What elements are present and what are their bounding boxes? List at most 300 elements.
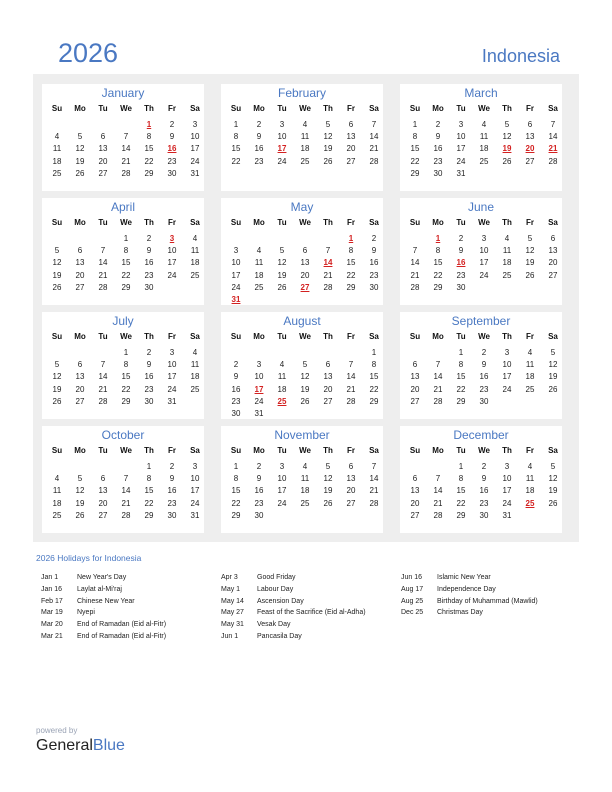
day-cell: 28 <box>548 156 558 166</box>
day-cell: 29 <box>144 510 154 520</box>
day-cell: 13 <box>346 132 356 142</box>
day-cell: 23 <box>144 270 154 280</box>
day-cell: 4 <box>504 234 510 243</box>
day-cell: 20 <box>75 270 85 280</box>
day-cell: 15 <box>121 372 131 382</box>
day-cell: 22 <box>121 384 131 394</box>
day-cell: 20 <box>323 384 333 394</box>
day-cell: 15 <box>231 144 241 154</box>
day-cell: 8 <box>233 132 239 142</box>
day-cell: 14 <box>433 372 443 382</box>
weekday-header: Fr <box>526 446 534 455</box>
holiday-day-cell: 3 <box>169 234 175 243</box>
weekday-header: Mo <box>432 446 444 455</box>
day-cell: 27 <box>323 396 333 406</box>
weekday-header: We <box>120 332 132 341</box>
day-cell: 17 <box>277 486 287 496</box>
day-cell: 9 <box>256 474 262 484</box>
day-cell: 23 <box>254 156 264 166</box>
day-cell: 27 <box>98 168 108 178</box>
day-cell: 12 <box>52 372 62 382</box>
day-cell: 4 <box>527 462 533 471</box>
weekday-header: Tu <box>277 218 287 227</box>
weekday-header: Tu <box>277 332 287 341</box>
day-cell: 20 <box>98 498 108 508</box>
month-name: December <box>453 428 509 442</box>
day-cell: 10 <box>277 132 287 142</box>
day-cell: 22 <box>231 498 241 508</box>
day-cell: 20 <box>410 384 420 394</box>
day-cell: 29 <box>410 168 420 178</box>
day-cell: 10 <box>479 246 489 256</box>
holiday-name: Nyepi <box>77 609 95 617</box>
day-cell: 6 <box>348 120 354 129</box>
day-cell: 5 <box>54 360 60 370</box>
day-cell: 30 <box>167 168 177 178</box>
day-cell: 20 <box>346 144 356 154</box>
day-cell: 4 <box>54 474 60 484</box>
day-cell: 29 <box>433 282 443 292</box>
day-cell: 22 <box>346 270 356 280</box>
day-cell: 21 <box>98 270 108 280</box>
day-cell: 26 <box>502 156 512 166</box>
day-cell: 23 <box>369 270 379 280</box>
weekday-header: Sa <box>369 218 379 227</box>
day-cell: 20 <box>300 270 310 280</box>
weekday-header: Tu <box>456 104 466 113</box>
day-cell: 19 <box>52 384 62 394</box>
weekday-header: Mo <box>432 218 444 227</box>
month-name: May <box>290 200 314 214</box>
weekday-header: We <box>299 218 311 227</box>
holiday-name: Birthday of Muhammad (Mawlid) <box>437 597 538 605</box>
day-cell: 10 <box>277 474 287 484</box>
day-cell: 3 <box>504 462 510 471</box>
day-cell: 16 <box>231 384 241 394</box>
day-cell: 30 <box>369 282 379 292</box>
month-name: October <box>101 428 145 442</box>
holiday-date: May 27 <box>221 609 244 617</box>
day-cell: 15 <box>144 144 154 154</box>
day-cell: 18 <box>525 372 535 382</box>
day-cell: 30 <box>231 409 241 418</box>
day-cell: 28 <box>433 510 443 520</box>
day-cell: 15 <box>144 486 154 496</box>
day-cell: 18 <box>300 486 310 496</box>
day-cell: 25 <box>190 270 200 280</box>
weekday-header: Tu <box>98 104 108 113</box>
day-cell: 23 <box>433 156 443 166</box>
day-cell: 13 <box>98 486 108 496</box>
weekday-header: Th <box>144 218 154 227</box>
day-cell: 6 <box>325 360 331 370</box>
day-cell: 27 <box>525 156 535 166</box>
day-cell: 9 <box>481 360 487 370</box>
weekday-header: Sa <box>369 104 379 113</box>
day-cell: 29 <box>369 396 379 406</box>
day-cell: 15 <box>231 486 241 496</box>
weekday-header: Th <box>144 104 154 113</box>
day-cell: 25 <box>525 384 535 394</box>
day-cell: 30 <box>144 396 154 406</box>
weekday-header: Th <box>144 332 154 341</box>
day-cell: 21 <box>410 270 420 280</box>
day-cell: 26 <box>75 510 85 520</box>
day-cell: 30 <box>456 282 466 292</box>
holiday-name: Vesak Day <box>257 621 291 629</box>
weekday-header: Mo <box>253 218 265 227</box>
holiday-name: End of Ramadan (Eid al-Fitr) <box>77 632 167 640</box>
day-cell: 4 <box>302 462 308 471</box>
day-cell: 28 <box>410 282 420 292</box>
weekday-header: Tu <box>98 332 108 341</box>
day-cell: 2 <box>371 234 377 243</box>
day-cell: 14 <box>369 474 379 484</box>
day-cell: 9 <box>435 132 441 142</box>
holiday-name: New Year's Day <box>77 574 127 581</box>
weekday-header: Th <box>502 332 512 341</box>
weekday-header: Fr <box>347 332 355 341</box>
day-cell: 19 <box>323 144 333 154</box>
day-cell: 16 <box>369 258 379 268</box>
weekday-header: We <box>120 104 132 113</box>
day-cell: 30 <box>479 396 489 406</box>
country-title: Indonesia <box>481 46 560 66</box>
day-cell: 31 <box>190 168 200 178</box>
weekday-header: Th <box>323 218 333 227</box>
day-cell: 24 <box>277 498 287 508</box>
day-cell: 11 <box>479 132 489 142</box>
day-cell: 27 <box>410 510 420 520</box>
day-cell: 4 <box>54 132 60 142</box>
day-cell: 31 <box>190 510 200 520</box>
day-cell: 18 <box>254 270 264 280</box>
day-cell: 6 <box>527 120 533 129</box>
day-cell: 4 <box>527 348 533 357</box>
day-cell: 12 <box>277 258 287 268</box>
day-cell: 17 <box>190 144 200 154</box>
holiday-date: May 1 <box>221 585 241 593</box>
day-cell: 23 <box>144 384 154 394</box>
month-name: February <box>277 86 327 100</box>
day-cell: 6 <box>100 132 106 142</box>
day-cell: 2 <box>458 234 464 243</box>
day-cell: 17 <box>167 258 177 268</box>
day-cell: 2 <box>146 348 152 357</box>
holiday-name: Chinese New Year <box>77 597 135 605</box>
day-cell: 8 <box>435 246 441 256</box>
day-cell: 23 <box>479 384 489 394</box>
day-cell: 2 <box>233 360 239 370</box>
day-cell: 14 <box>548 132 558 142</box>
weekday-header: Th <box>144 446 154 455</box>
day-cell: 7 <box>412 246 418 256</box>
day-cell: 19 <box>300 384 310 394</box>
day-cell: 4 <box>481 120 487 129</box>
day-cell: 16 <box>167 486 177 496</box>
holiday-day-cell: 1 <box>435 234 441 243</box>
day-cell: 1 <box>123 234 129 243</box>
day-cell: 2 <box>481 348 487 357</box>
day-cell: 13 <box>548 246 558 256</box>
day-cell: 10 <box>254 372 264 382</box>
day-cell: 24 <box>167 384 177 394</box>
holiday-name: Feast of the Sacrifice (Eid al-Adha) <box>257 609 366 617</box>
day-cell: 3 <box>504 348 510 357</box>
holiday-date: Mar 20 <box>41 621 63 629</box>
holiday-date: May 14 <box>221 597 244 605</box>
day-cell: 31 <box>456 168 466 178</box>
day-cell: 10 <box>190 132 200 142</box>
weekday-header: Tu <box>98 218 108 227</box>
day-cell: 31 <box>502 510 512 520</box>
day-cell: 7 <box>100 246 106 256</box>
day-cell: 11 <box>190 246 200 256</box>
day-cell: 24 <box>502 384 512 394</box>
day-cell: 13 <box>410 486 420 496</box>
day-cell: 4 <box>192 348 198 357</box>
holiday-name: Christmas Day <box>437 609 483 617</box>
day-cell: 22 <box>144 156 154 166</box>
day-cell: 19 <box>75 156 85 166</box>
day-cell: 5 <box>550 462 556 471</box>
month-august <box>221 312 383 419</box>
holiday-day-cell: 16 <box>167 144 177 154</box>
day-cell: 10 <box>167 246 177 256</box>
day-cell: 23 <box>167 156 177 166</box>
day-cell: 10 <box>502 360 512 370</box>
holiday-day-cell: 16 <box>456 258 466 268</box>
day-cell: 12 <box>75 144 85 154</box>
weekday-header: Mo <box>74 446 86 455</box>
weekday-header: Su <box>230 104 242 113</box>
day-cell: 31 <box>167 396 177 406</box>
day-cell: 7 <box>371 462 377 471</box>
weekday-header: Su <box>51 218 63 227</box>
day-cell: 21 <box>98 384 108 394</box>
day-cell: 19 <box>277 270 287 280</box>
day-cell: 6 <box>77 246 83 256</box>
day-cell: 9 <box>371 246 377 256</box>
holiday-name: End of Ramadan (Eid al-Fitr) <box>77 621 167 629</box>
day-cell: 18 <box>52 498 62 508</box>
day-cell: 1 <box>412 120 418 129</box>
day-cell: 29 <box>346 282 356 292</box>
weekday-header: Sa <box>190 332 200 341</box>
day-cell: 26 <box>548 498 558 508</box>
day-cell: 23 <box>456 270 466 280</box>
weekday-header: Th <box>323 332 333 341</box>
day-cell: 30 <box>479 510 489 520</box>
weekday-header: Fr <box>526 332 534 341</box>
weekday-header: Fr <box>347 218 355 227</box>
day-cell: 25 <box>52 168 62 178</box>
day-cell: 25 <box>254 282 264 292</box>
day-cell: 27 <box>410 396 420 406</box>
day-cell: 12 <box>323 132 333 142</box>
holiday-day-cell: 27 <box>300 282 310 292</box>
day-cell: 1 <box>233 120 239 129</box>
day-cell: 19 <box>52 270 62 280</box>
day-cell: 29 <box>121 282 131 292</box>
holiday-date: Jan 1 <box>41 574 59 581</box>
day-cell: 28 <box>98 396 108 406</box>
day-cell: 23 <box>167 498 177 508</box>
day-cell: 17 <box>190 486 200 496</box>
day-cell: 8 <box>123 360 129 370</box>
day-cell: 26 <box>300 396 310 406</box>
holiday-name: Independence Day <box>437 585 496 593</box>
day-cell: 3 <box>256 360 262 370</box>
brand-logo-general: General <box>36 737 93 754</box>
day-cell: 31 <box>254 409 264 418</box>
weekday-header: Tu <box>277 104 287 113</box>
day-cell: 14 <box>346 372 356 382</box>
day-cell: 22 <box>456 498 466 508</box>
day-cell: 10 <box>190 474 200 484</box>
day-cell: 6 <box>412 474 418 484</box>
day-cell: 25 <box>300 498 310 508</box>
day-cell: 12 <box>300 372 310 382</box>
day-cell: 3 <box>279 462 285 471</box>
day-cell: 4 <box>302 120 308 129</box>
day-cell: 7 <box>435 360 441 370</box>
day-cell: 5 <box>302 360 308 370</box>
brand-logo <box>36 737 125 755</box>
day-cell: 30 <box>433 168 443 178</box>
weekday-header: Fr <box>347 104 355 113</box>
weekday-header: Sa <box>190 218 200 227</box>
day-cell: 28 <box>433 396 443 406</box>
weekday-header: We <box>299 446 311 455</box>
day-cell: 2 <box>256 462 262 471</box>
day-cell: 13 <box>300 258 310 268</box>
day-cell: 1 <box>233 462 239 471</box>
day-cell: 11 <box>52 144 62 154</box>
day-cell: 13 <box>75 372 85 382</box>
day-cell: 3 <box>192 462 198 471</box>
day-cell: 21 <box>121 156 131 166</box>
weekday-header: Su <box>409 218 421 227</box>
day-cell: 6 <box>348 462 354 471</box>
month-name: June <box>467 200 495 214</box>
holiday-day-cell: 25 <box>277 396 287 406</box>
day-cell: 5 <box>77 132 83 142</box>
day-cell: 15 <box>456 486 466 496</box>
weekday-header: Th <box>323 446 333 455</box>
day-cell: 16 <box>433 144 443 154</box>
weekday-header: Tu <box>456 218 466 227</box>
day-cell: 29 <box>456 510 466 520</box>
day-cell: 7 <box>325 246 331 256</box>
day-cell: 10 <box>456 132 466 142</box>
day-cell: 23 <box>254 498 264 508</box>
day-cell: 8 <box>146 132 152 142</box>
month-april <box>42 198 204 305</box>
day-cell: 15 <box>369 372 379 382</box>
day-cell: 6 <box>100 474 106 484</box>
weekday-header: We <box>299 332 311 341</box>
day-cell: 18 <box>525 486 535 496</box>
month-december <box>400 426 562 533</box>
day-cell: 14 <box>369 132 379 142</box>
day-cell: 16 <box>479 372 489 382</box>
day-cell: 9 <box>233 372 239 382</box>
day-cell: 14 <box>121 144 131 154</box>
day-cell: 16 <box>144 372 154 382</box>
day-cell: 14 <box>410 258 420 268</box>
weekday-header: Mo <box>432 104 444 113</box>
day-cell: 11 <box>502 246 512 256</box>
day-cell: 15 <box>121 258 131 268</box>
day-cell: 13 <box>346 474 356 484</box>
day-cell: 28 <box>121 510 131 520</box>
weekday-header: Su <box>230 446 242 455</box>
weekday-header: Fr <box>168 104 176 113</box>
day-cell: 17 <box>502 372 512 382</box>
weekday-header: Mo <box>74 218 86 227</box>
day-cell: 26 <box>323 156 333 166</box>
day-cell: 3 <box>279 120 285 129</box>
day-cell: 12 <box>75 486 85 496</box>
day-cell: 10 <box>231 258 241 268</box>
day-cell: 8 <box>458 360 464 370</box>
day-cell: 1 <box>458 348 464 357</box>
day-cell: 18 <box>190 372 200 382</box>
day-cell: 24 <box>456 156 466 166</box>
day-cell: 22 <box>144 498 154 508</box>
weekday-header: Mo <box>253 446 265 455</box>
day-cell: 27 <box>548 270 558 280</box>
day-cell: 20 <box>410 498 420 508</box>
weekday-header: Mo <box>74 332 86 341</box>
day-cell: 28 <box>369 498 379 508</box>
holiday-date: Apr 3 <box>221 574 238 581</box>
day-cell: 24 <box>479 270 489 280</box>
day-cell: 16 <box>479 486 489 496</box>
weekday-header: Fr <box>168 332 176 341</box>
holiday-day-cell: 19 <box>502 144 512 154</box>
day-cell: 14 <box>121 486 131 496</box>
day-cell: 12 <box>52 258 62 268</box>
day-cell: 8 <box>371 360 377 370</box>
day-cell: 22 <box>121 270 131 280</box>
holiday-day-cell: 1 <box>348 234 354 243</box>
day-cell: 12 <box>548 474 558 484</box>
day-cell: 24 <box>502 498 512 508</box>
day-cell: 18 <box>190 258 200 268</box>
day-cell: 15 <box>410 144 420 154</box>
day-cell: 12 <box>548 360 558 370</box>
weekday-header: We <box>478 332 490 341</box>
day-cell: 24 <box>231 282 241 292</box>
day-cell: 16 <box>144 258 154 268</box>
holiday-day-cell: 20 <box>525 144 535 154</box>
day-cell: 28 <box>98 282 108 292</box>
weekday-header: Sa <box>369 332 379 341</box>
month-name: March <box>464 86 498 100</box>
holiday-name: Islamic New Year <box>437 574 491 581</box>
day-cell: 26 <box>525 270 535 280</box>
day-cell: 30 <box>254 510 264 520</box>
day-cell: 19 <box>323 486 333 496</box>
day-cell: 7 <box>435 474 441 484</box>
day-cell: 29 <box>144 168 154 178</box>
day-cell: 5 <box>504 120 510 129</box>
day-cell: 26 <box>323 498 333 508</box>
weekday-header: Fr <box>526 104 534 113</box>
day-cell: 29 <box>456 396 466 406</box>
